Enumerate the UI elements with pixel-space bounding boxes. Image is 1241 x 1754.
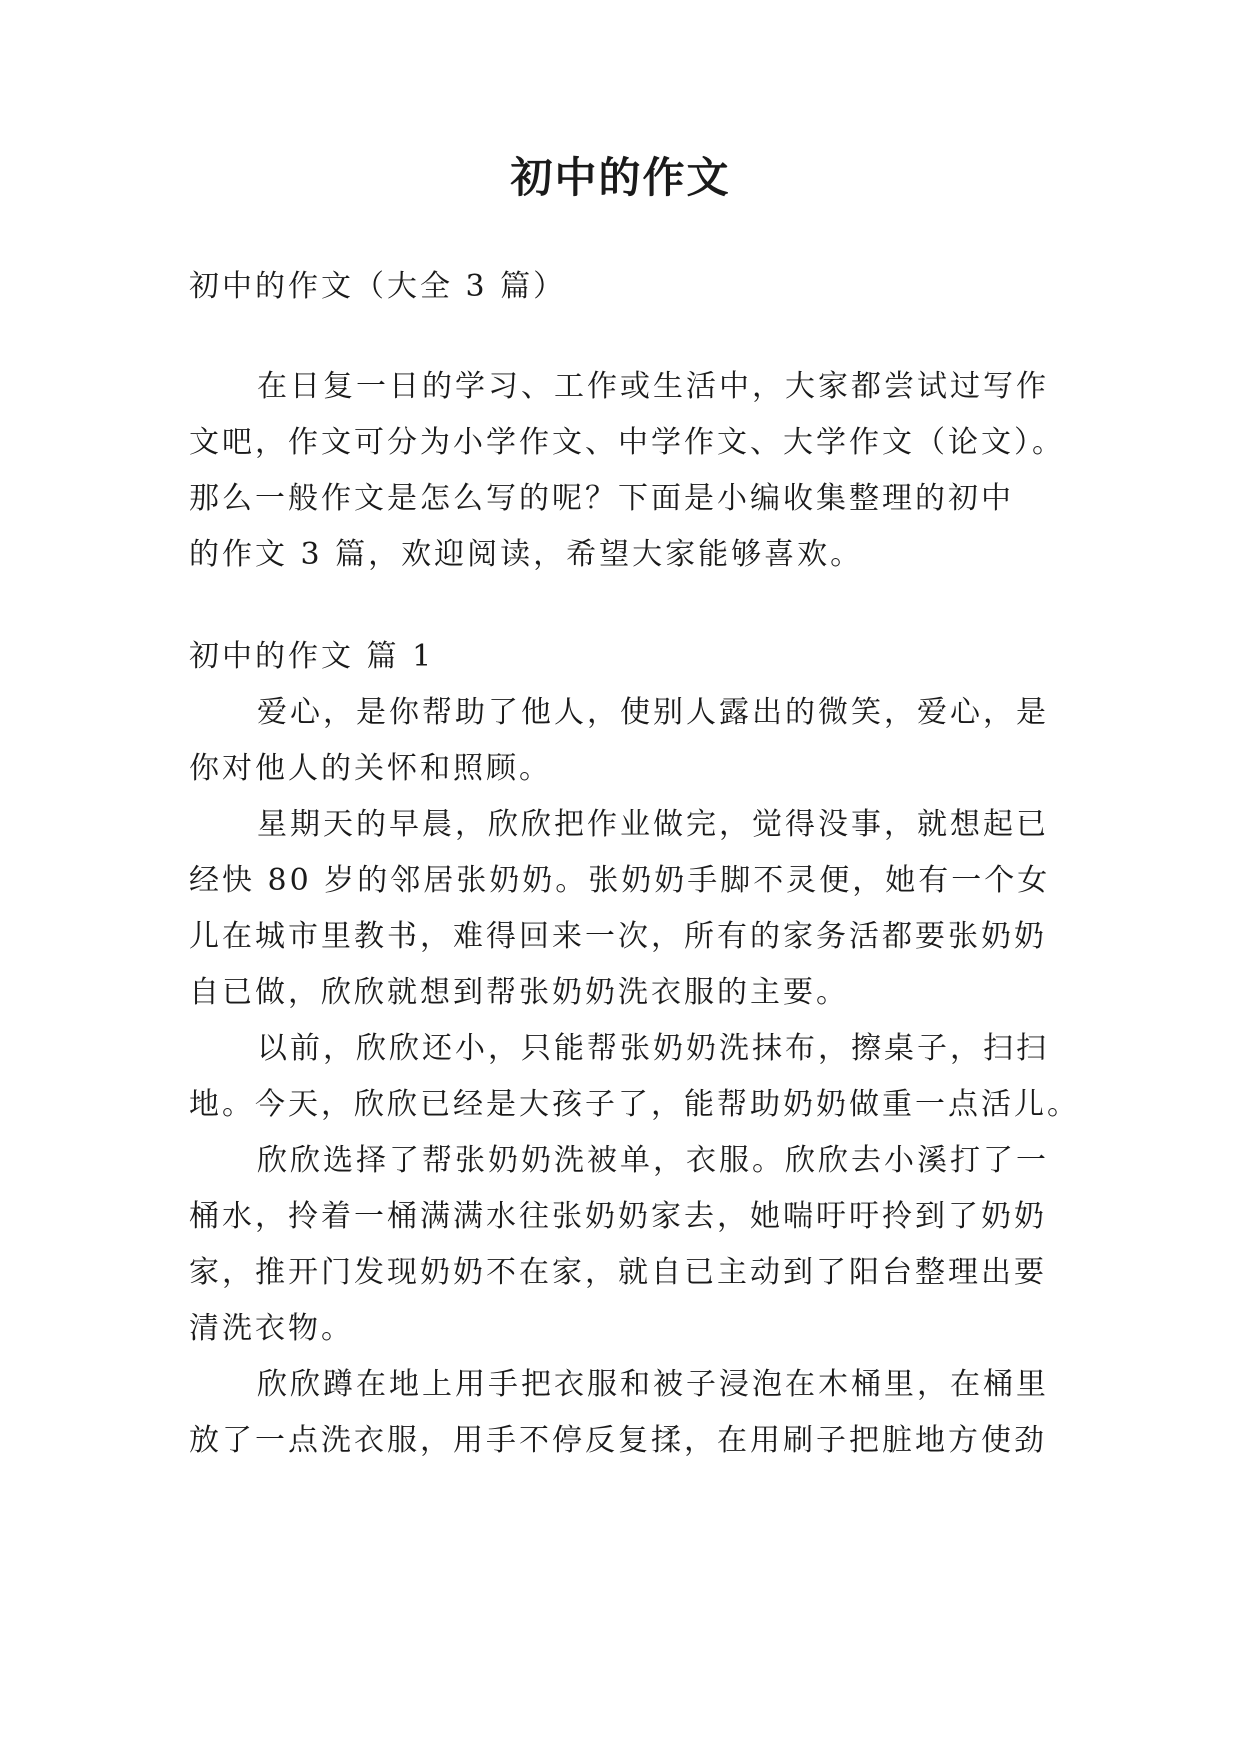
text-line: 自已做，欣欣就想到帮张奶奶洗衣服的主要。 <box>189 975 849 1010</box>
section-heading: 初中的作文 篇 1 <box>189 639 435 674</box>
text-line: 爱心，是你帮助了他人，使别人露出的微笑，爱心，是 <box>257 695 1049 730</box>
text-line: 星期天的早晨，欣欣把作业做完，觉得没事，就想起已 <box>257 807 1049 842</box>
text-line: 清洗衣物。 <box>189 1311 354 1346</box>
text-line: 的作文 3 篇，欢迎阅读，希望大家能够喜欢。 <box>189 537 864 572</box>
text-line: 那么一般作文是怎么写的呢？下面是小编收集整理的初中 <box>189 481 1014 516</box>
text-line: 欣欣选择了帮张奶奶洗被单，衣服。欣欣去小溪打了一 <box>257 1143 1049 1178</box>
document-title: 初中的作文 <box>510 153 731 202</box>
document-subtitle: 初中的作文（大全 3 篇） <box>189 269 567 304</box>
text-line: 你对他人的关怀和照顾。 <box>189 751 552 786</box>
text-line: 地。今天，欣欣已经是大孩子了，能帮助奶奶做重一点活儿。 <box>189 1087 1080 1122</box>
text-line: 经快 80 岁的邻居张奶奶。张奶奶手脚不灵便，她有一个女 <box>189 863 1051 898</box>
text-line: 欣欣蹲在地上用手把衣服和被子浸泡在木桶里，在桶里 <box>257 1367 1049 1402</box>
text-line: 以前，欣欣还小，只能帮张奶奶洗抹布，擦桌子，扫扫 <box>257 1031 1049 1066</box>
text-line: 桶水，拎着一桶满满水往张奶奶家去，她喘吁吁拎到了奶奶 <box>189 1199 1047 1234</box>
text-line: 家，推开门发现奶奶不在家，就自已主动到了阳台整理出要 <box>189 1255 1047 1290</box>
text-line: 放了一点洗衣服，用手不停反复揉，在用刷子把脏地方使劲 <box>189 1423 1047 1458</box>
text-line: 儿在城市里教书，难得回来一次，所有的家务活都要张奶奶 <box>189 919 1047 954</box>
text-line: 在日复一日的学习、工作或生活中，大家都尝试过写作 <box>257 369 1049 404</box>
text-line: 文吧，作文可分为小学作文、中学作文、大学作文（论文）。 <box>189 425 1065 460</box>
